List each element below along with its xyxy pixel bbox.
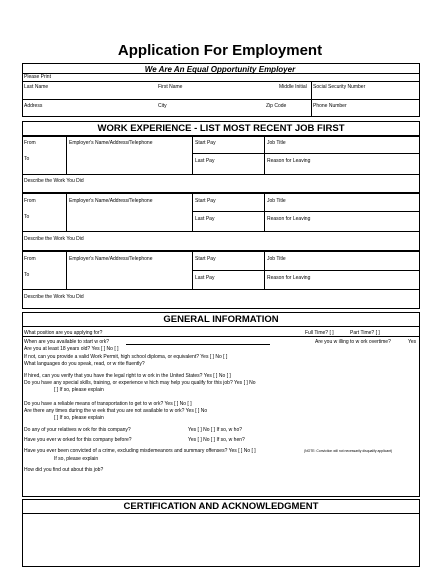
job2-to[interactable]: To: [24, 214, 30, 220]
crime-question[interactable]: Have you ever been convicted of a crime, excluding misdemeanors and summary offenses? Yes [ ] No [ ]: [24, 448, 256, 454]
worked-before-question[interactable]: Have you ever w orked for this company before?: [24, 437, 132, 443]
transport-question[interactable]: Do you have a reliable means of transportation to get to w ork? Yes [ ] No [ ]: [24, 401, 192, 407]
crime-note: (NOTE: Conviction will not necessarily disqualify applicant): [304, 449, 393, 453]
job3-employer[interactable]: Employer's Name/Address/Telephone: [69, 256, 153, 262]
position-question[interactable]: What position are you applying for?: [24, 330, 103, 336]
city-field[interactable]: City: [158, 103, 167, 109]
skills-explain[interactable]: [ ] If so, please explain: [54, 387, 104, 393]
find-out-question[interactable]: How did you find out about this job?: [24, 467, 104, 473]
general-info-header: GENERAL INFORMATION: [163, 314, 279, 325]
worked-before-answer[interactable]: Yes [ ] No [ ] If so, w hen?: [188, 437, 245, 443]
job2-last-pay[interactable]: Last Pay: [195, 216, 215, 222]
permit-question[interactable]: If not, can you provide a valid Work Permit, high school diploma, or equivalent? Yes [ ] No [ ]: [24, 354, 228, 360]
job3-from[interactable]: From: [24, 256, 36, 262]
job3-last-pay[interactable]: Last Pay: [195, 275, 215, 281]
ssn-field[interactable]: Social Security Number: [313, 84, 366, 90]
relatives-question[interactable]: Do any of your relatives w ork for this company?: [24, 427, 131, 433]
relatives-answer[interactable]: Yes [ ] No [ ] If so, w ho?: [188, 427, 243, 433]
skills-question[interactable]: Do you have any special skills, training, or experience w hich may help you qualify for this job? Yes [ ] No: [24, 380, 256, 386]
job1-from[interactable]: From: [24, 140, 36, 146]
job1-start-pay[interactable]: Start Pay: [195, 140, 216, 146]
overtime-question[interactable]: Are you w illing to w ork overtime?: [315, 339, 391, 345]
please-print-label: Please Print: [24, 74, 51, 80]
job2-employer[interactable]: Employer's Name/Address/Telephone: [69, 198, 153, 204]
middle-initial-field[interactable]: Middle Initial: [279, 84, 307, 90]
certification-header: CERTIFICATION AND ACKNOWLEDGMENT: [123, 501, 319, 512]
job3-to[interactable]: To: [24, 272, 30, 278]
form-title: Application For Employment: [117, 42, 323, 59]
crime-explain[interactable]: If so, please explain: [54, 456, 99, 462]
zip-field[interactable]: Zip Code: [266, 103, 287, 109]
job1-reason[interactable]: Reason for Leaving: [267, 158, 311, 164]
job1-to[interactable]: To: [24, 156, 30, 162]
job3-describe[interactable]: Describe the Work You Did: [24, 294, 84, 300]
job3-reason[interactable]: Reason for Leaving: [267, 275, 311, 281]
job3-job-title[interactable]: Job Title: [267, 256, 286, 262]
verify-question[interactable]: If hired, can you verify that you have the legal right to w ork in the United States? Yes [ ] No [ ]: [24, 373, 231, 379]
phone-field[interactable]: Phone Number: [313, 103, 347, 109]
job1-job-title[interactable]: Job Title: [267, 140, 286, 146]
last-name-field[interactable]: Last Name: [24, 84, 49, 90]
languages-question[interactable]: What languages do you speak, read, or w rite fluently?: [24, 361, 145, 367]
job2-reason[interactable]: Reason for Leaving: [267, 216, 311, 222]
part-time-checkbox[interactable]: Part Time? [ ]: [350, 330, 380, 336]
eeo-subtitle: We Are An Equal Opportunity Employer: [144, 65, 296, 74]
job3-start-pay[interactable]: Start Pay: [195, 256, 216, 262]
job1-employer[interactable]: Employer's Name/Address/Telephone: [69, 140, 153, 146]
job1-describe[interactable]: Describe the Work You Did: [24, 178, 84, 184]
overtime-yes[interactable]: Yes: [408, 339, 417, 345]
certification-box: [22, 514, 420, 567]
times-question[interactable]: Are there any times during the w eek that you are not available to w ork? Yes [ ] No: [24, 408, 208, 414]
address-field[interactable]: Address: [24, 103, 43, 109]
start-work-question[interactable]: When are you available to start w ork?: [24, 339, 110, 345]
first-name-field[interactable]: First Name: [158, 84, 183, 90]
job2-start-pay[interactable]: Start Pay: [195, 198, 216, 204]
job2-describe[interactable]: Describe the Work You Did: [24, 236, 84, 242]
times-explain[interactable]: [ ] If so, please explain: [54, 415, 104, 421]
work-experience-header: WORK EXPERIENCE - LIST MOST RECENT JOB FIRST: [97, 123, 345, 134]
job2-from[interactable]: From: [24, 198, 36, 204]
full-time-checkbox[interactable]: Full Time? [ ]: [305, 330, 334, 336]
job1-last-pay[interactable]: Last Pay: [195, 158, 215, 164]
age-question[interactable]: Are you at least 18 years old? Yes [ ] No [ ]: [24, 346, 119, 352]
job2-job-title[interactable]: Job Title: [267, 198, 286, 204]
